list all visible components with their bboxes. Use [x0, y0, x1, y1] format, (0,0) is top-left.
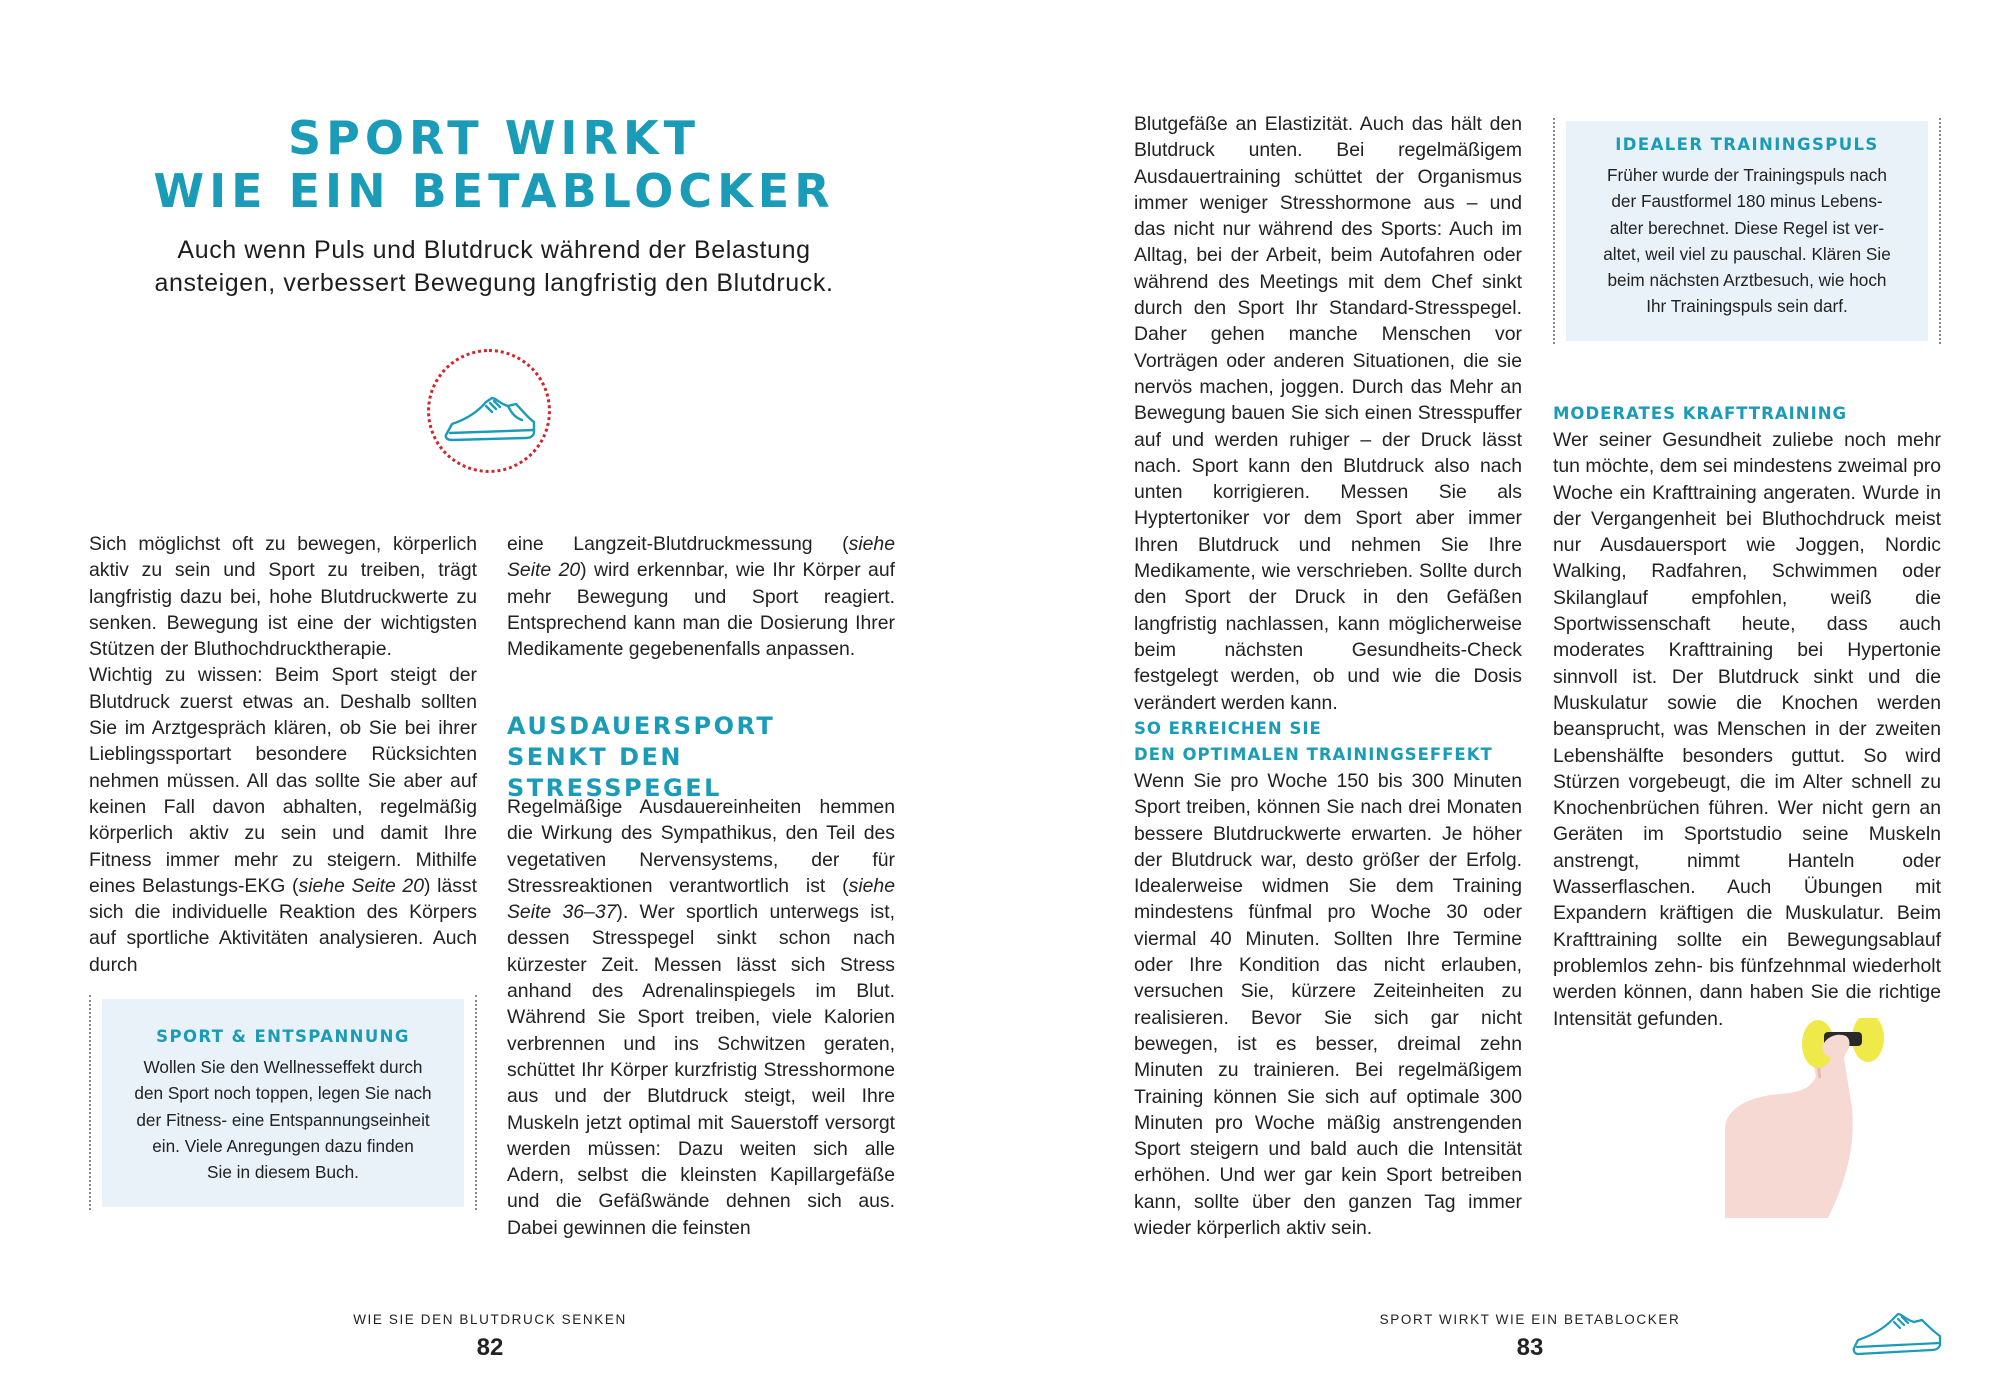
subtitle-line-2: ansteigen, verbessert Bewegung langfristig den Blutdruck.	[154, 269, 834, 297]
tip-box-line: der Fitness- eine Entspannungseinheit	[136, 1109, 430, 1130]
heading-krafttraining: MODERATES KRAFTTRAINING	[1553, 404, 1848, 423]
tip-box-text	[102, 1054, 464, 1185]
box-divider-right	[1939, 118, 1941, 344]
tip-box-line: ein. Viele Anregungen dazu finden	[152, 1135, 414, 1156]
col2-paragraph-2	[507, 794, 895, 1241]
column-2-lower	[507, 794, 895, 1241]
page-number: 83	[1516, 1334, 1544, 1361]
col1-p2-text-a: Wichtig zu wissen: Beim Sport steigt der Blutdruck zuerst etwas an. Deshalb sollten Sie im Arztgespräch klären, ob Sie bei ihrer Lieblingssportart besondere Rücksichten nehmen müssen. All das sollte Sie aber auf keinen Fall davon abhalten, regelmäßig körperlich aktiv zu sein und damit Ihre Fitness immer mehr zu steigern. Mithilfe eines Belastungs-EKG (	[89, 664, 477, 897]
tip-box-entspannung	[102, 999, 464, 1207]
heading-line: SENKT DEN STRESSPEGEL	[507, 743, 722, 802]
tip-box-trainingspuls	[1566, 121, 1928, 341]
heading-line: SO ERREICHEN SIE	[1134, 719, 1322, 738]
column-1	[89, 531, 477, 978]
col2-paragraph-1	[507, 531, 895, 662]
heading-line: DEN OPTIMALEN TRAININGSEFFEKT	[1134, 745, 1493, 765]
page-subtitle	[90, 234, 898, 300]
column-3	[1134, 111, 1522, 716]
tip-box-line: Früher wurde der Trainingspuls nach	[1607, 165, 1887, 185]
page-title	[90, 112, 898, 218]
tip-box-text	[1566, 162, 1928, 320]
heading-ausdauersport	[507, 711, 907, 804]
col3-paragraph-1: Blutgefäße an Elastizität. Auch das hält den Blutdruck unten. Bei regelmäßigem Ausdauertraining schüttet der Organismus immer weniger Stresshormone aus – und das nicht nur während des Sports: Auch im Alltag, bei der Arbeit, beim Autofahren oder während des Meetings mit dem Chef sinkt durch den Sport Ihr Standard-Stresspegel. Daher gehen manche Menschen vor Vorträgen oder anderen Situationen, die sie nervös machen, joggen. Durch das Mehr an Bewegung bauen Sie sich einen Stresspuffer auf und werden ruhiger – der Druck lässt nach. Sport kann den Blutdruck also nach unten korrigieren. Messen Sie als Hyptertoniker vor dem Sport aber immer Ihren Blutdruck und nehmen Sie Ihre Medikamente, wie verschrieben. Sollte durch den Sport der Druck in den Gefäßen langfristig nachlassen, kann möglicherweise beim nächsten Gesundheits-Check festgelegt werden, ob und wie die Dosis verändert werden kann.	[1134, 113, 1522, 714]
box-divider-right	[475, 995, 477, 1210]
col1-paragraph-2	[89, 662, 477, 978]
running-footer: WIE SIE DEN BLUTDRUCK SENKEN	[353, 1312, 627, 1327]
col2-p1-text-a: eine Langzeit-Blutdruckmessung (	[507, 533, 849, 555]
col1-p2-text-b: ) lässt sich die individuelle Reaktion des Körpers auf sportliche Aktivitäten analysieren. Auch durch	[89, 874, 478, 976]
page-reference: siehe Seite 20	[507, 533, 895, 582]
column-3-lower	[1134, 768, 1522, 1241]
tip-box-line: alter berechnet. Diese Regel ist ver-	[1609, 217, 1885, 238]
subtitle-line-1: Auch wenn Puls und Blutdruck während der Belastung	[177, 236, 811, 264]
tip-box-line: Ihr Trainingspuls sein darf.	[1646, 296, 1848, 317]
tip-box-heading: IDEALER TRAININGSPULS	[1615, 135, 1879, 154]
column-2	[507, 531, 895, 662]
box-divider-left	[1553, 118, 1555, 344]
page-reference: siehe Seite 20	[298, 874, 424, 897]
col4-paragraph-1: Wer seiner Gesundheit zuliebe noch mehr tun möchte, dem sei mindestens zweimal pro Woche ein Krafttraining angeraten. Wurde in der Vergangenheit bei Bluthochdruck meist nur Ausdauersport wie Joggen, Nordic Walking, Radfahren, Schwimmen oder Skilanglauf empfohlen, weiß die Sportwissenschaft heute, dass auch moderates Krafttraining bei Hypertonie sinnvoll ist. Der Blutdruck sinkt und die Muskulatur sowie die Knochen werden beansprucht, was Menschen in der zweiten Lebenshälfte besonders guttut. So wird Stürzen vorgebeugt, die im Alter schnell zu Knochenbrüchen führen. Wer nicht gern an Geräten im Sportstudio seine Muskeln anstrengt, nimmt Hanteln oder Wasserflaschen. Auch Übungen mit Expandern kräftigen die Muskulatur. Beim Krafttraining sollte ein Bewegungsablauf problemlos zehn- bis fünfzehnmal wiederholt werden können, dann haben Sie die richtige Intensität gefunden.	[1553, 429, 1941, 1030]
running-footer: SPORT WIRKT WIE EIN BETABLOCKER	[1379, 1312, 1681, 1327]
tip-box-line: den Sport noch toppen, legen Sie nach	[134, 1083, 432, 1104]
col2-p2-text-a: Regelmäßige Ausdauereinheiten hemmen die Wirkung des Sympathikus, den Teil des vegetativen Nervensystems, der für Stressreaktionen verantwortlich ist (	[507, 796, 895, 897]
tip-box-heading: SPORT & ENTSPANNUNG	[156, 1027, 410, 1046]
heading-line: AUSDAUERSPORT	[507, 712, 776, 740]
col2-p2-text-b: ). Wer sportlich unterwegs ist, dessen Stresspegel sinkt schon nach kürzester Zeit. Messen lässt sich Stress anhand des Adrenalinspiegels im Blut. Während Sie Sport treiben, viele Kalorien verbrennen und ins Schwitzen geraten, schüttet Ihr Körper kurzfristig Stresshormone aus und der Blutdruck steigt, weil Ihre Muskeln jetzt optimal mit Sauerstoff versorgt werden müssen: Dazu weiten sich alle Adern, selbst die kleinsten Kapillargefäße und die Gefäßwände dehnen sich aus. Dabei gewinnen die feinsten	[507, 901, 895, 1239]
page-number: 82	[476, 1334, 504, 1361]
page-reference: siehe Seite 36–37	[507, 874, 895, 924]
sneaker-icon	[1850, 1300, 1946, 1358]
sneaker-icon	[430, 352, 548, 470]
title-line-1: SPORT WIRKT	[288, 111, 700, 165]
col1-paragraph-1: Sich möglichst oft zu bewegen, körperlich aktiv zu sein und Sport zu treiben, trägt langfristig dazu bei, hohe Blutdruckwerte zu senken. Bewegung ist eine der wichtigsten Stützen der Bluthochdrucktherapie.	[89, 533, 477, 661]
col2-p1-text-b: ) wird erkennbar, wie Ihr Körper auf mehr Bewegung und Sport reagiert. Entsprechend kann man die Dosierung Ihrer Medikamente gegebenenfalls anpassen.	[507, 559, 895, 661]
col3-paragraph-2: Wenn Sie pro Woche 150 bis 300 Minuten Sport treiben, können Sie nach drei Monaten bessere Blutdruckwerte erwarten. Je höher der Blutdruck war, desto größer der Erfolg. Idealerweise widmen Sie dem Training mindestens fünfmal pro Woche 30 oder viermal 40 Minuten. Sollten Ihre Termine oder Ihre Kondition das nicht erlauben, versuchen Sie, kürzere Zeiteinheiten zu realisieren. Bevor Sie sich gar nicht bewegen, ist es besser, dreimal zehn Minuten zu trainieren. Bei regelmäßigem Training können Sie sich auf optimale 300 Minuten pro Woche mäßig anstrengenden Sport steigern und bald auch die Intensität erhöhen. Und wer gar kein Sport betreiben kann, sollte über den ganzen Tag immer wieder körperlich aktiv sein.	[1134, 770, 1522, 1240]
tip-box-line: Wollen Sie den Wellnesseffekt durch	[143, 1057, 423, 1077]
heading-trainingseffekt	[1134, 716, 1534, 769]
tip-box-line: der Faustformel 180 minus Lebens-	[1611, 191, 1883, 212]
tip-box-line: Sie in diesem Buch.	[207, 1162, 359, 1183]
tip-box-line: beim nächsten Arztbesuch, wie hoch	[1607, 270, 1887, 291]
column-4	[1553, 427, 1941, 1032]
title-line-2: WIE EIN BETABLOCKER	[153, 164, 835, 218]
arm-dumbbell-icon	[1720, 1018, 1900, 1218]
box-divider-left	[89, 995, 91, 1210]
sneaker-badge	[427, 349, 551, 473]
tip-box-line: altet, weil viel zu pauschal. Klären Sie	[1603, 243, 1891, 264]
